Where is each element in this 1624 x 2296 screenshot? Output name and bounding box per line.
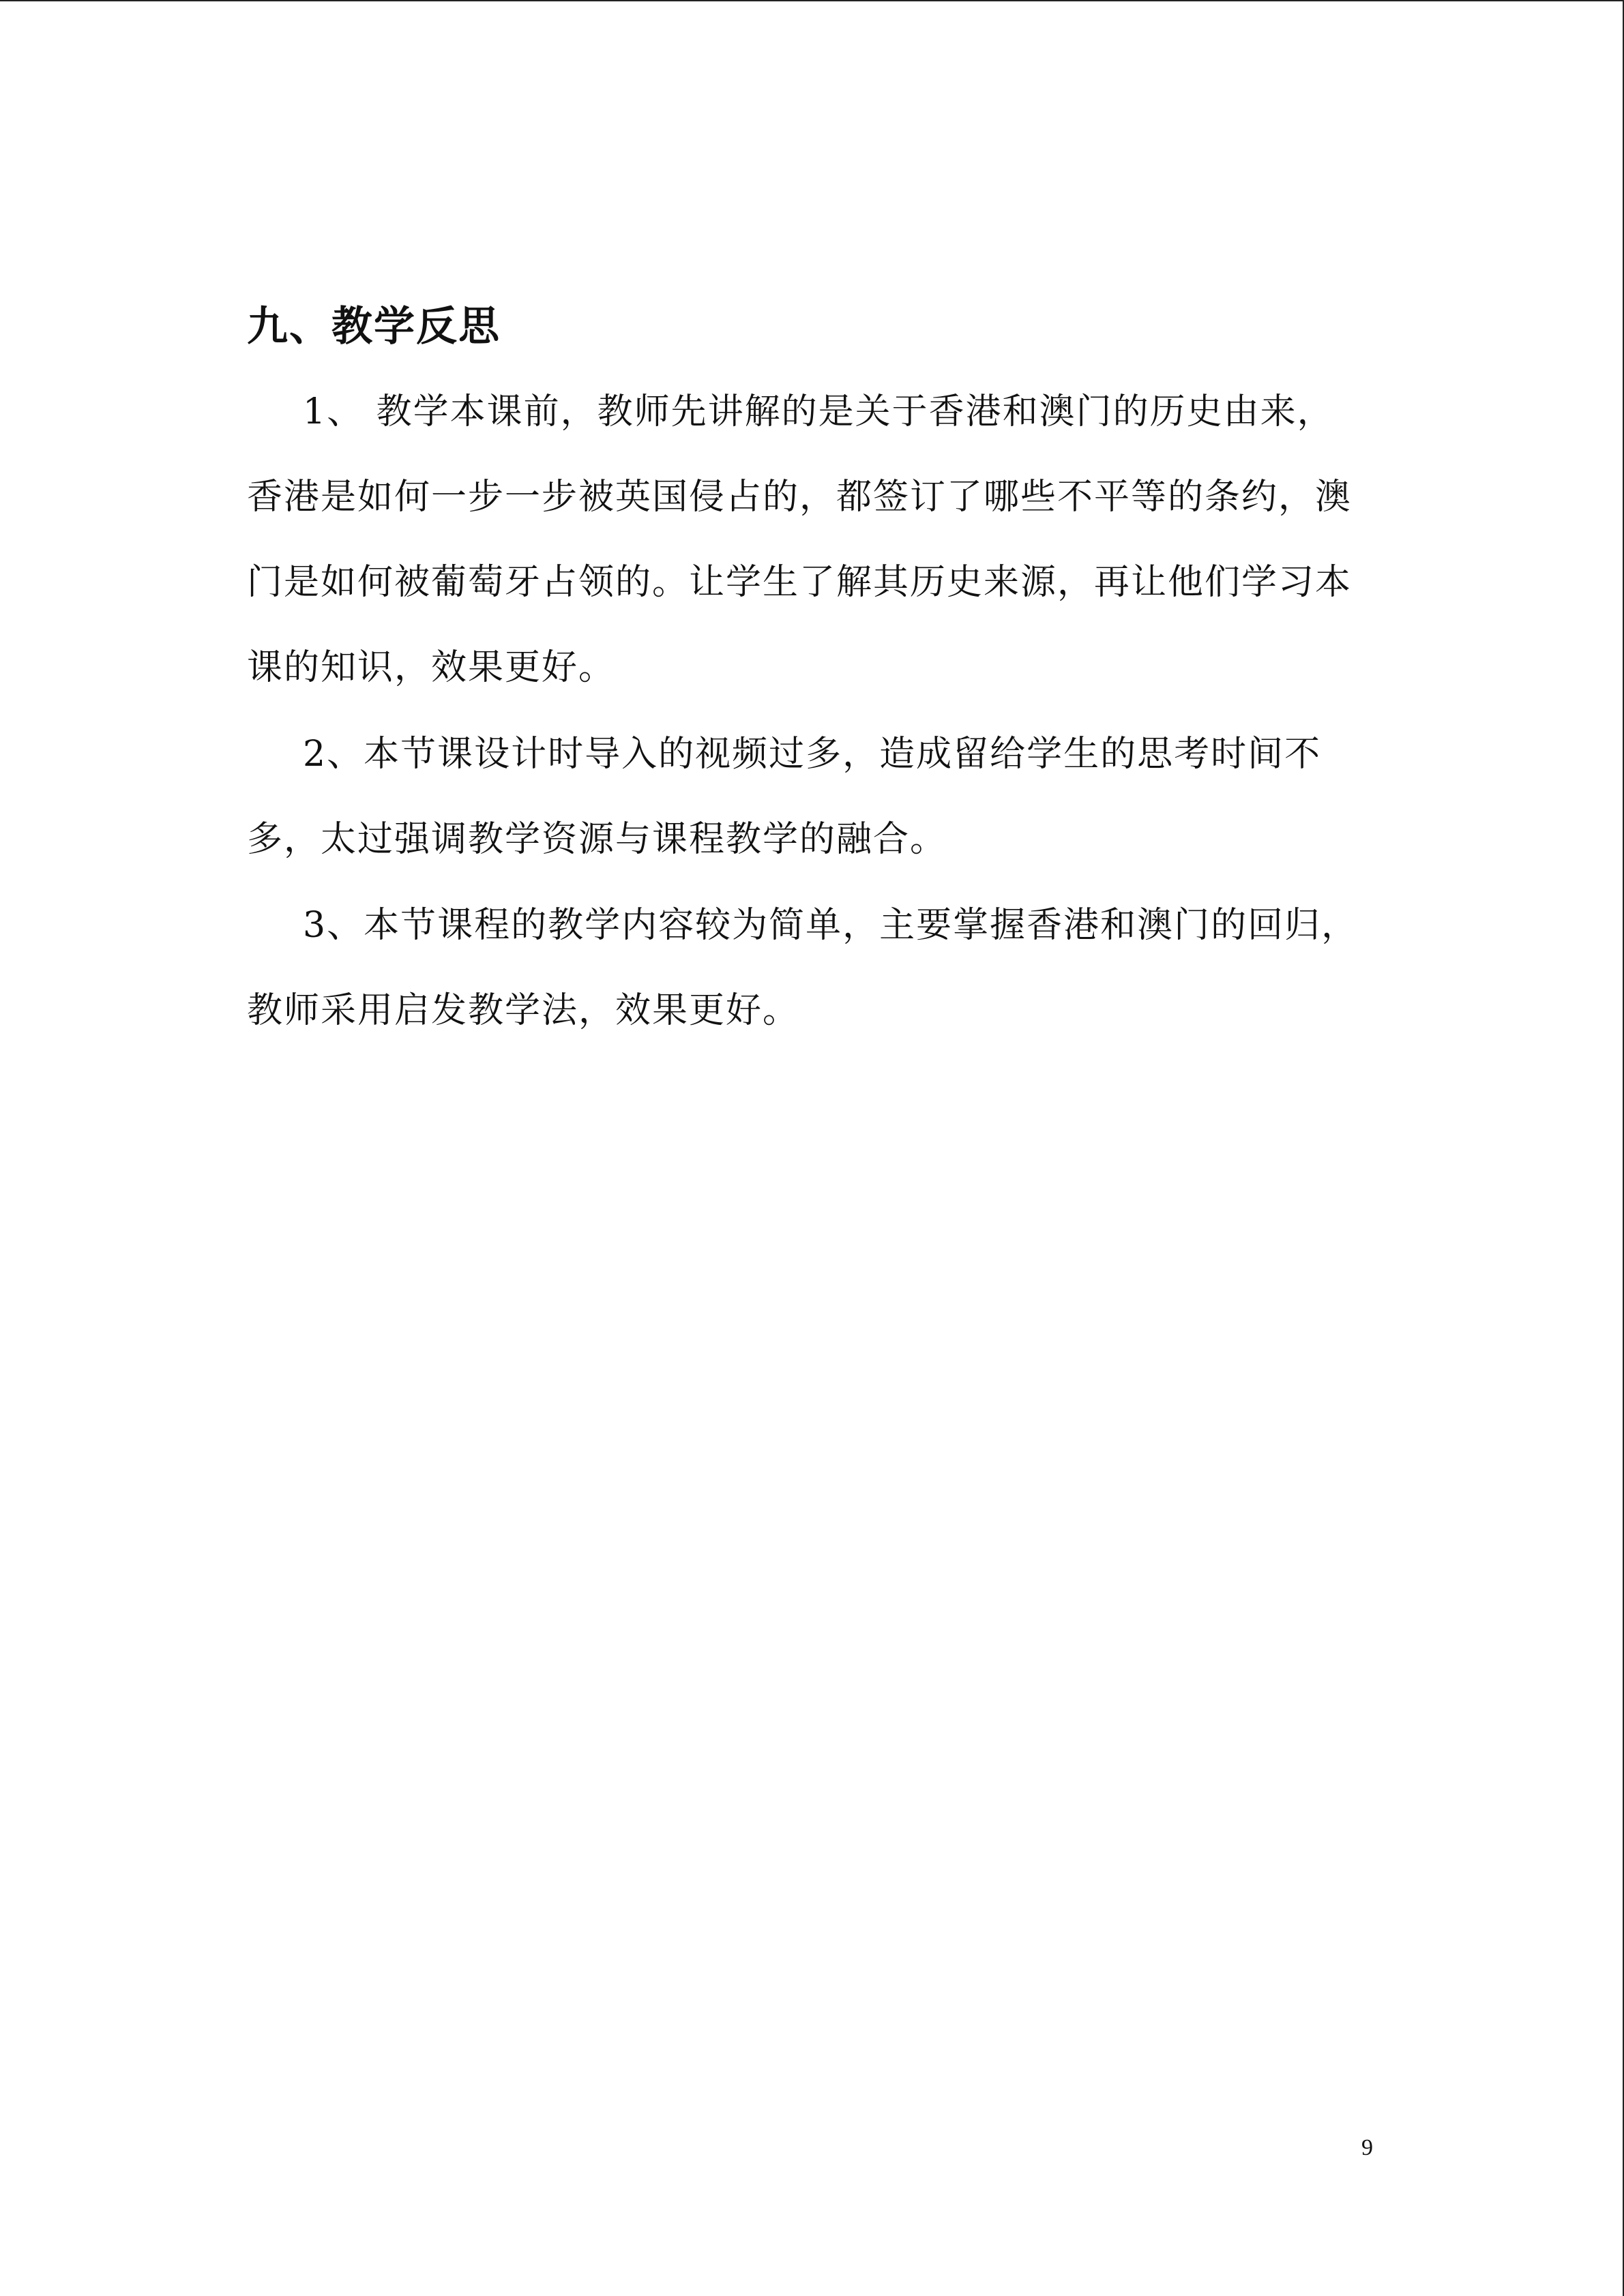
reflection-paragraph-3: 3、本节课程的教学内容较为简单，主要掌握香港和澳门的回归，教师采用启发教学法，效果更好。 [247, 905, 1359, 1031]
reflection-paragraph-1: 1、 教学本课前，教师先讲解的是关于香港和澳门的历史由来，香港是如何一步一步被英国侵占的，都签订了哪些不平等的条约，澳门是如何被葡萄牙占领的。让学生了解其历史来源，再让他们学习本课的知识，效果更好。 [247, 391, 1353, 688]
section-heading: 九、教学反思 [247, 303, 501, 351]
reflection-paragraph-2: 2、本节课设计时导入的视频过多，造成留给学生的思考时间不多，太过强调教学资源与课程教学的融合。 [247, 734, 1322, 860]
page-number: 9 [1361, 2135, 1373, 2160]
